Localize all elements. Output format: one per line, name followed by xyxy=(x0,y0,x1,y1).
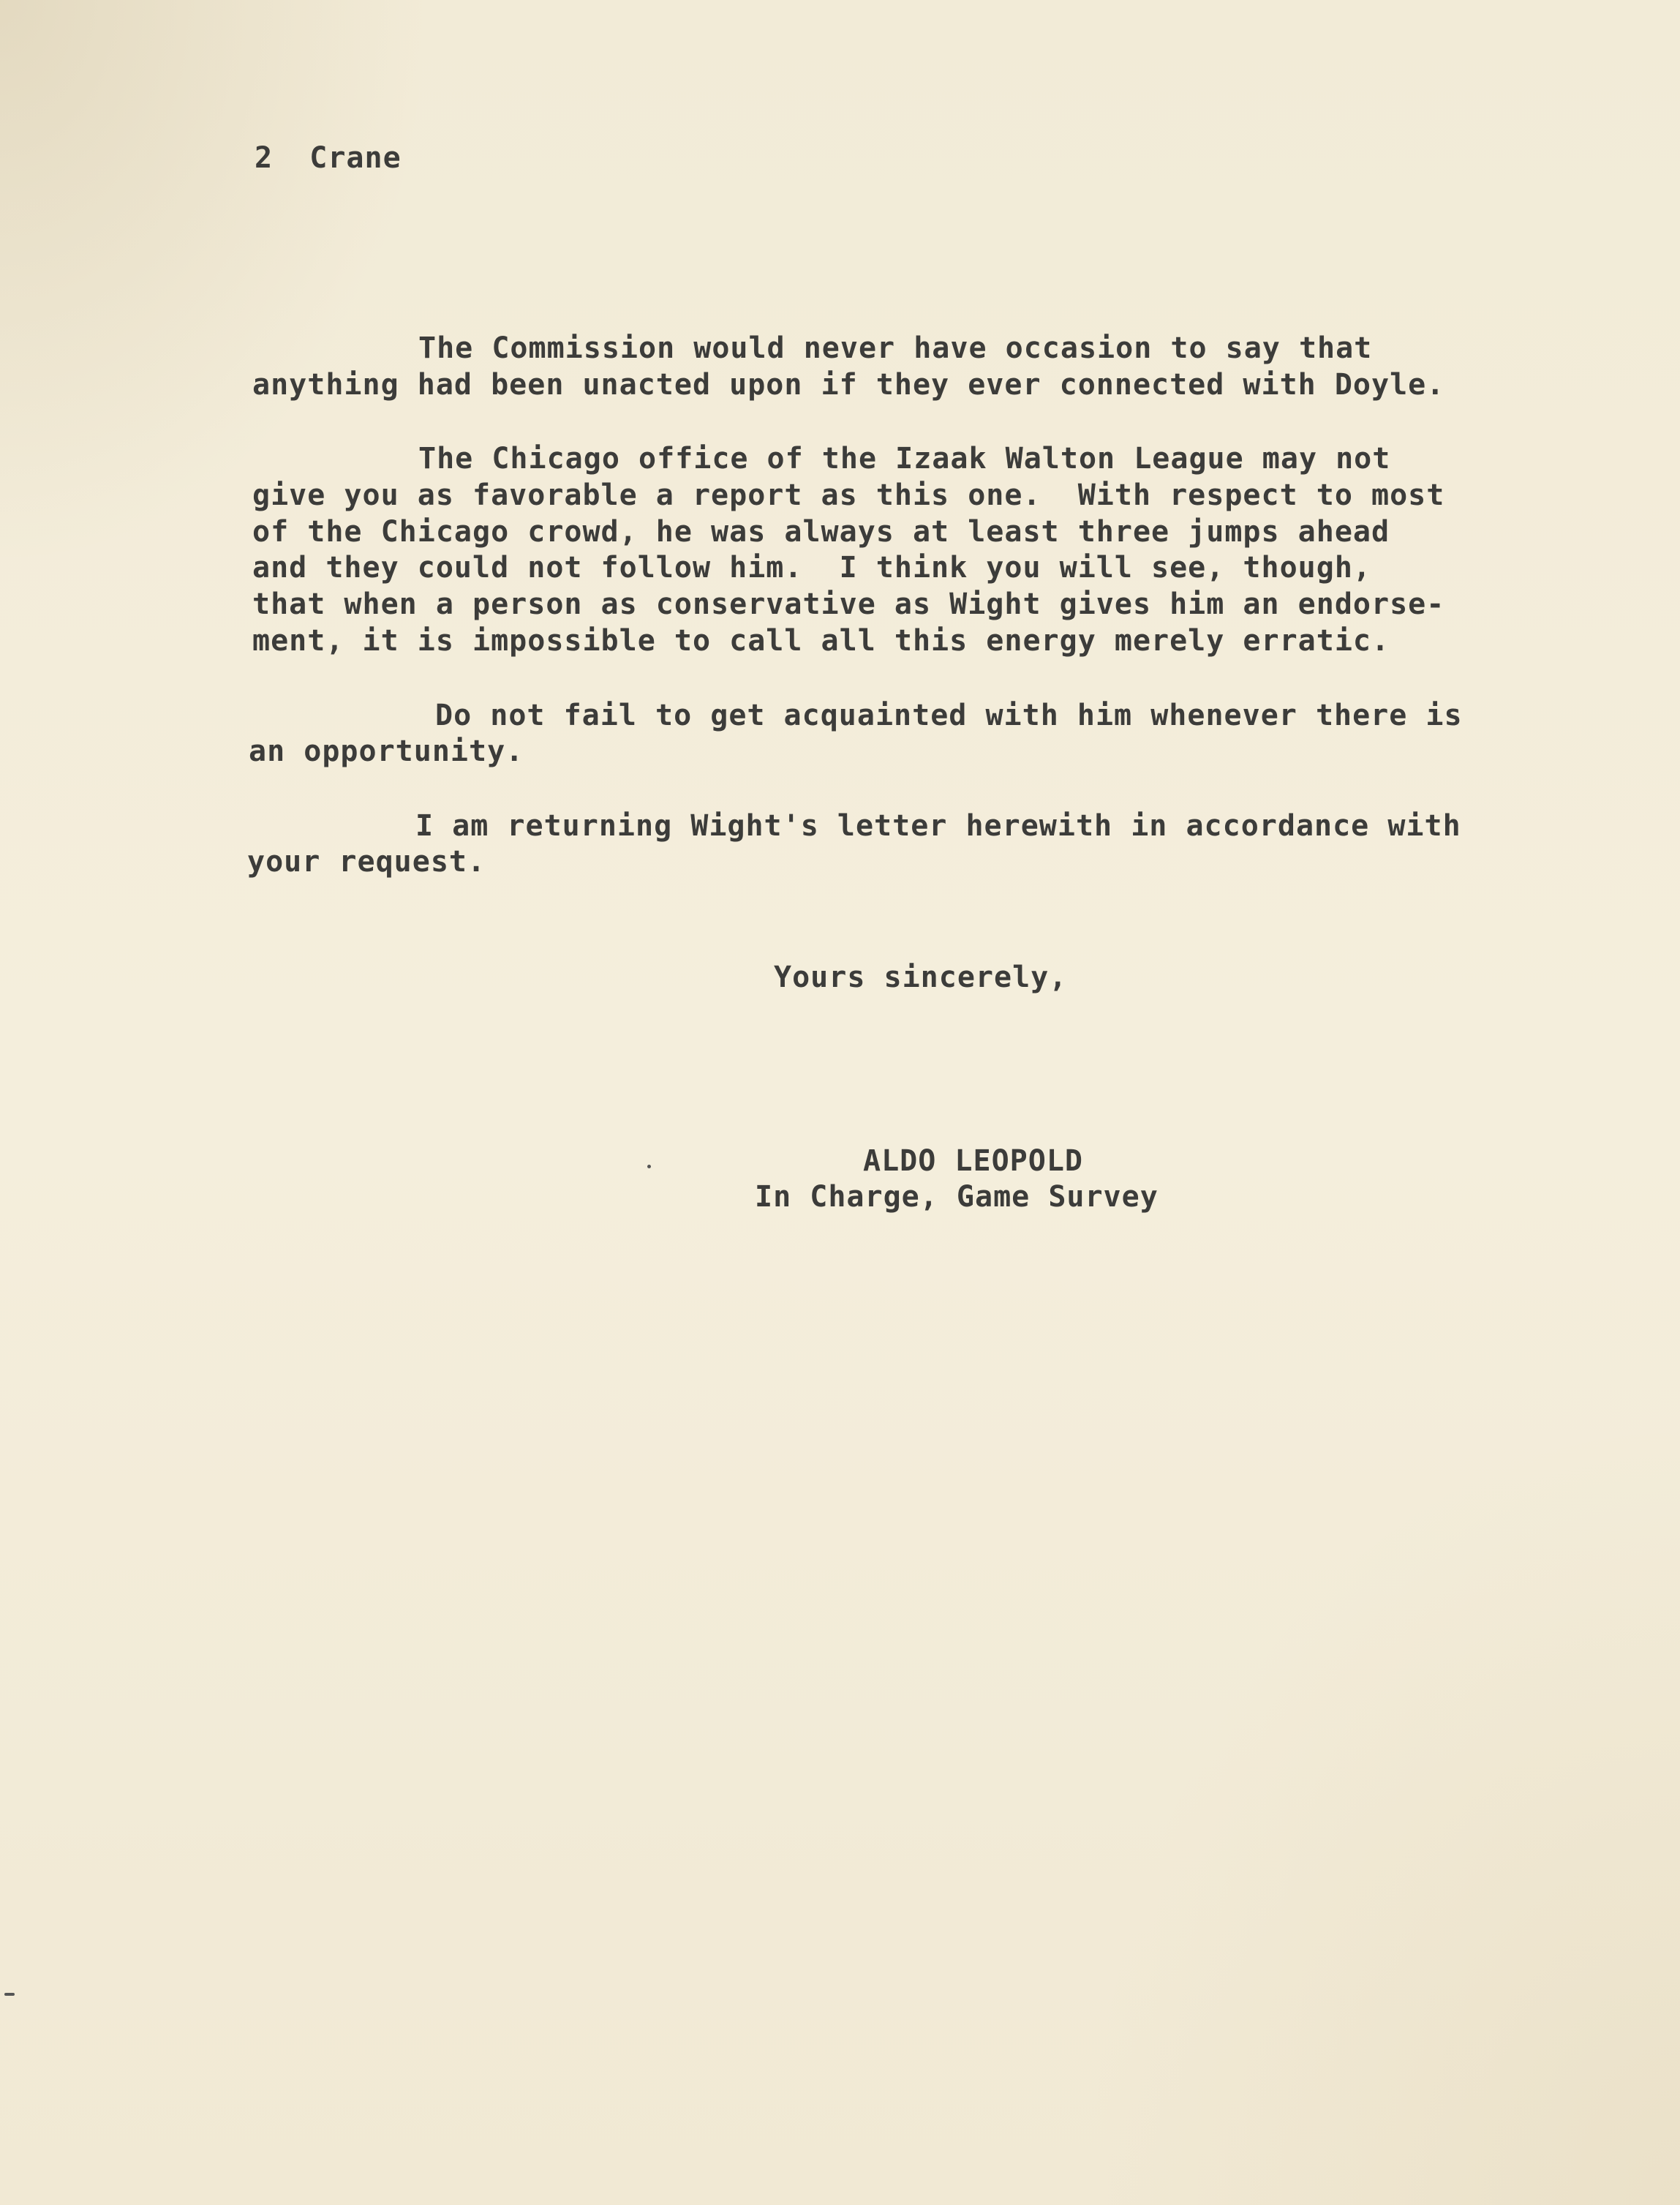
paragraph-3-line-1: Do not fail to get acquainted with him whenever there is xyxy=(435,699,1463,732)
paragraph-4-line-2: your request. xyxy=(247,845,486,879)
paragraph-4-line-1: I am returning Wight's letter herewith in accordance with xyxy=(415,809,1461,843)
paragraph-3-line-2: an opportunity. xyxy=(249,735,524,768)
paragraph-1-line-2: anything had been unacted upon if they ever connected with Doyle. xyxy=(252,368,1445,402)
paper-speck xyxy=(647,1165,651,1168)
paragraph-2-line-6: ment, it is impossible to call all this energy merely erratic. xyxy=(252,624,1390,658)
page-header: 2 Crane xyxy=(255,141,402,175)
paragraph-2-line-5: that when a person as conservative as Wight gives him an endorse- xyxy=(252,587,1445,621)
paragraph-2-line-2: give you as favorable a report as this one. With respect to most xyxy=(252,478,1445,512)
signature-name: ALDO LEOPOLD xyxy=(863,1144,1083,1178)
paragraph-2-line-3: of the Chicago crowd, he was always at least three jumps ahead xyxy=(252,515,1390,549)
paragraph-2-line-1: The Chicago office of the Izaak Walton League may not xyxy=(418,442,1391,476)
paper-speck xyxy=(4,1993,15,1996)
signature-title: In Charge, Game Survey xyxy=(755,1180,1159,1214)
paragraph-1-line-1: The Commission would never have occasion to say that xyxy=(418,331,1373,365)
closing: Yours sincerely, xyxy=(774,961,1068,994)
paragraph-2-line-4: and they could not follow him. I think you will see, though, xyxy=(252,551,1372,585)
